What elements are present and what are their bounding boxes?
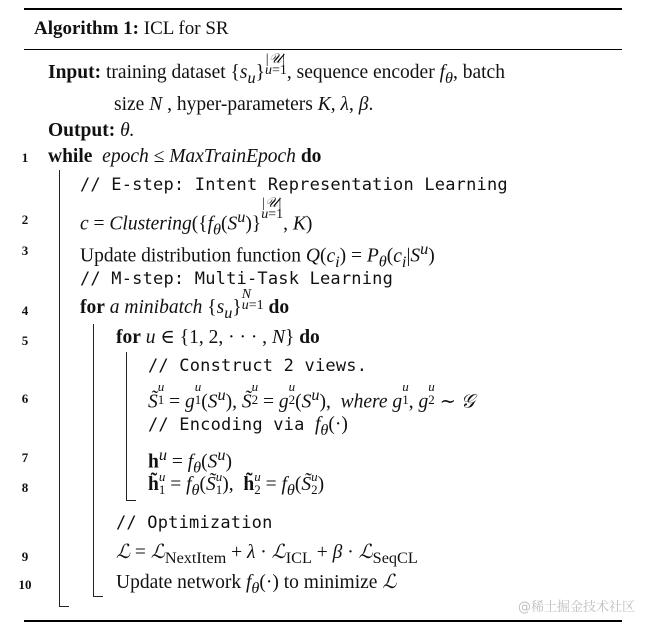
- algorithm-label: Algorithm 1:: [34, 18, 140, 39]
- algo-line-8: h̃u $1 = f_\theta(S̃u$ 1), h̃u $2 = f_\theta(S̃u$ 2): [148, 469, 325, 499]
- algo-line-9: ℒ = ℒ$_{NextItem}$ + λ · ℒ$_{ICL}$ + β · ℒ$_{SeqCL}$: [116, 542, 418, 567]
- header-rule: [24, 49, 622, 50]
- algo-line-7: $h^u = f_\theta(S^u)$: [148, 446, 233, 477]
- line-number: 5: [21, 333, 29, 348]
- input-line-cont: size N , hyper-parameters K, λ, β.: [114, 94, 374, 115]
- comment-encoding: // Encoding via $f_\theta(\cdot)$: [148, 414, 348, 439]
- algorithm-title: [34, 18, 229, 40]
- algo-line-2: $c = Clustering(\{f_\theta(S^u)\}|𝒰|$ u=1, K): [80, 196, 313, 239]
- line-number: 7: [21, 450, 29, 465]
- line-number: 8: [21, 480, 29, 495]
- for-u-block-bar: [126, 352, 127, 500]
- for-u-block-foot: [126, 500, 136, 501]
- top-rule: [24, 8, 622, 10]
- output-label: Output:: [48, 120, 116, 141]
- output-line: [48, 120, 135, 142]
- algorithm-name: ICL for SR: [143, 18, 229, 39]
- line-number: 3: [21, 243, 29, 258]
- algo-line-1: while epoch ≤ MaxTrainEpoch do: [48, 146, 322, 167]
- comment-construct-views: // Construct 2 views.: [148, 356, 368, 376]
- watermark: @稀土掘金技术社区: [517, 600, 635, 615]
- input-label: Input:: [48, 62, 102, 83]
- output-text: θ.: [120, 120, 135, 141]
- algo-line-10: Update network $f_\theta(\cdot)$ to minimize ℒ: [116, 572, 397, 597]
- for-minibatch-block-bar: [93, 324, 94, 596]
- algo-line-3: Update distribution function $Q(c_i) = P_\theta(c_i|S^u)$: [80, 240, 435, 271]
- input-text-1: training dataset $\{s_u\}|𝒰|$ u=1, sequence encoder $f_\theta$, batch: [106, 52, 505, 87]
- line-number: 10: [18, 577, 32, 592]
- comment-optimization: // Optimization: [116, 513, 273, 533]
- line-number: 2: [21, 212, 29, 227]
- algo-line-6: S̃u 1 = gu $1(S^u)$, S̃u 2 = gu $2(S^u)$, where gu 1, gu 2 ∼ 𝒢: [148, 379, 475, 413]
- while-block-foot: [59, 606, 69, 607]
- algo-line-5: for u ∈ {1, 2, · · · , N} do: [116, 327, 320, 348]
- for-minibatch-block-foot: [93, 596, 103, 597]
- bottom-rule: [24, 620, 622, 622]
- algo-line-4: for a minibatch $\{s_u\}N$ u=1 do: [80, 287, 290, 322]
- line-number: 4: [21, 303, 29, 318]
- input-line: [48, 52, 505, 90]
- comment-e-step: // E-step: Intent Representation Learning: [80, 175, 508, 195]
- line-number: 9: [21, 549, 29, 564]
- line-number: 1: [21, 150, 29, 165]
- comment-m-step: // M-step: Multi-Task Learning: [80, 269, 394, 289]
- while-block-bar: [59, 170, 60, 606]
- line-number: 6: [21, 391, 29, 406]
